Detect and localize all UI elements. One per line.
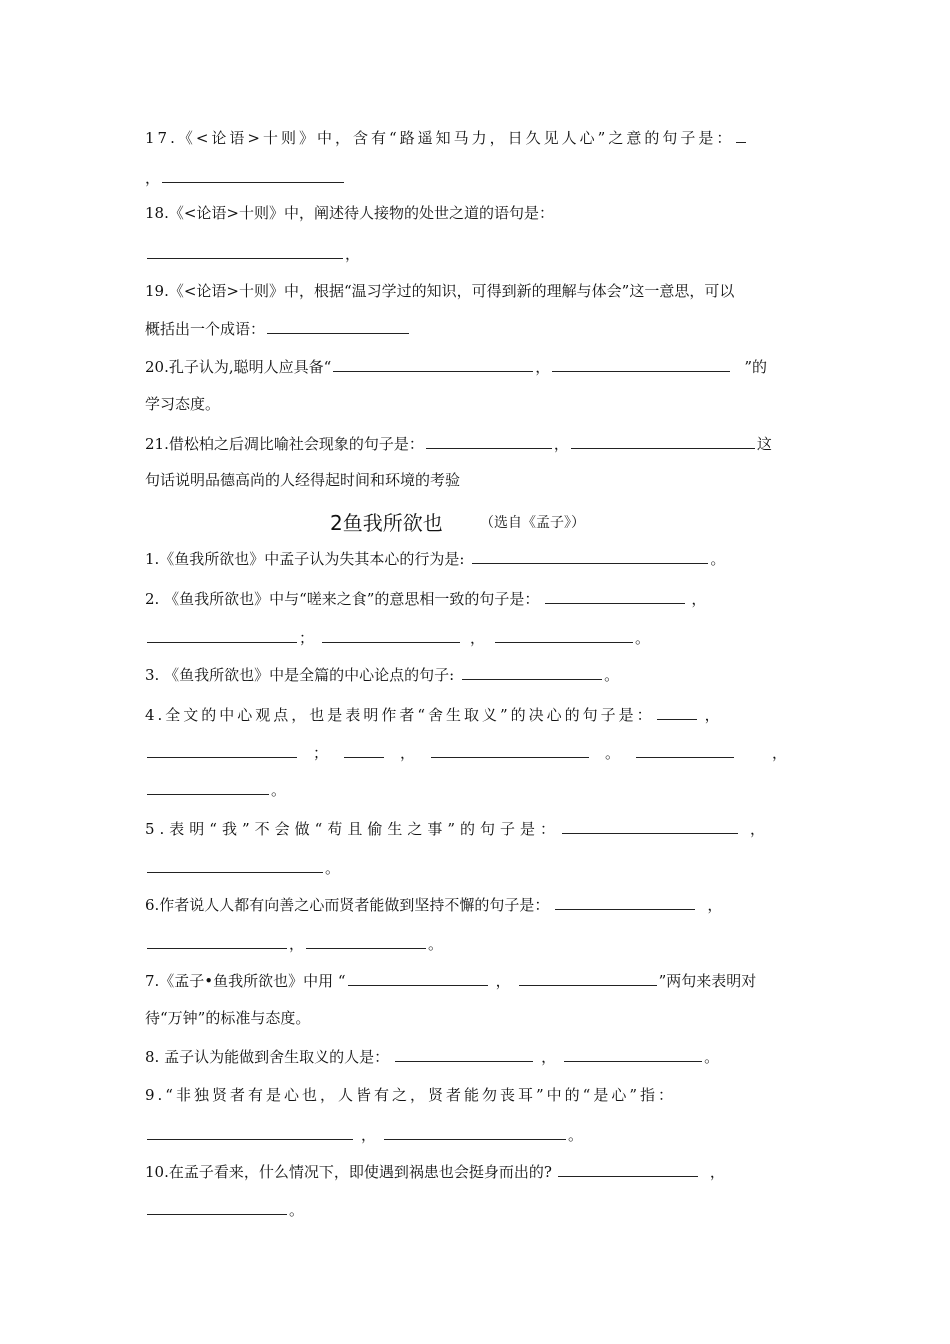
s2-q4-comma-2: ， — [400, 744, 416, 762]
s2-q10-line2 — [145, 1198, 304, 1221]
s2-q4-semi: ； — [313, 744, 329, 762]
q20-line2 — [145, 393, 220, 415]
q17-blank-1[interactable] — [736, 126, 746, 143]
s2-q2-blank-1[interactable] — [545, 587, 685, 604]
s2-q9-sep: ， — [361, 1126, 377, 1144]
s2-q2-blank-2[interactable] — [147, 626, 297, 643]
q19-line1-text: 19.《<论语>十则》中，根据“温习学过的知识，可得到新的理解与体会”这一意思，可以 — [145, 282, 735, 300]
s2-q6-line2 — [145, 932, 443, 955]
s2-q2-line1 — [145, 587, 706, 610]
q17-text: 17.《<论语>十则》中，含有“路遥知马力，日久见人心”之意的句子是： — [145, 129, 735, 147]
s2-q2-text: 2. 《鱼我所欲也》中与“嗟来之食”的意思相一致的句子是： — [145, 590, 540, 608]
s2-q10-blank-1[interactable] — [558, 1160, 698, 1177]
s2-q10-line1 — [145, 1160, 725, 1183]
s2-q1-text: 1.《鱼我所欲也》中孟子认为失其本心的行为是: — [145, 550, 465, 568]
q20-line1 — [145, 355, 767, 378]
s2-q6-text: 6.作者说人人都有向善之心而贤者能做到坚持不懈的句子是： — [145, 896, 550, 914]
q17-comma: ， — [145, 169, 161, 187]
s2-q4-blank-1[interactable] — [657, 703, 697, 720]
q19-line2-text: 概括出一个成语： — [145, 320, 266, 338]
s2-q5-comma: ， — [750, 820, 771, 838]
s2-q4-comma: ， — [704, 706, 723, 724]
s2-q7-blank-1[interactable] — [348, 969, 488, 986]
s2-q7-text-a: 7.《孟子•鱼我所欲也》中用 “ — [145, 972, 346, 990]
s2-q4-end: 。 — [271, 781, 287, 799]
s2-q10-text: 10.在孟子看来，什么情况下，即使遇到祸患也会挺身而出的? — [145, 1163, 552, 1181]
q21-line2 — [145, 469, 460, 491]
s2-q7-line1 — [145, 969, 756, 992]
s2-q5-blank-1[interactable] — [562, 817, 738, 834]
section-title: 2鱼我所欲也 — [330, 511, 443, 535]
q21-blank-2[interactable] — [571, 432, 755, 449]
s2-q3-end: 。 — [604, 666, 620, 684]
s2-q4-period: 。 — [605, 744, 621, 762]
q17-line2 — [145, 166, 346, 189]
s2-q7-line2-text: 待“万钟”的标准与态度。 — [145, 1009, 311, 1027]
s2-q2-semi: ； — [299, 629, 315, 647]
s2-q9-blank-2[interactable] — [384, 1123, 566, 1140]
s2-q4-comma-3: ， — [772, 744, 788, 762]
q18-comma: ， — [345, 245, 361, 263]
s2-q7-text-b: ”两句来表明对 — [658, 972, 757, 990]
q20-sep: ， — [535, 358, 551, 376]
q18-line2 — [145, 242, 360, 265]
q18-line1 — [145, 202, 554, 224]
q18-text: 18.《<论语>十则》中，阐述待人接物的处世之道的语句是： — [145, 204, 554, 222]
s2-q6-comma-2: ， — [289, 935, 305, 953]
s2-q7-blank-2[interactable] — [519, 969, 657, 986]
s2-q5-end: 。 — [325, 859, 341, 877]
q21-sep: ， — [553, 435, 569, 453]
s2-q2-line2 — [145, 626, 650, 649]
s2-q1-blank[interactable] — [472, 547, 708, 564]
s2-q3-text: 3. 《鱼我所欲也》中是全篇的中心论点的句子: — [145, 666, 455, 684]
s2-q4-line3 — [145, 778, 286, 801]
s2-q2-blank-4[interactable] — [495, 626, 633, 643]
s2-q2-comma-1: ， — [691, 590, 707, 608]
s2-q4-text: 4.全文的中心观点，也是表明作者“舍生取义”的决心的句子是： — [145, 706, 655, 724]
s2-q4-blank-5[interactable] — [636, 741, 734, 758]
s2-q4-blank-3[interactable] — [344, 741, 384, 758]
s2-q6-blank-2[interactable] — [147, 932, 287, 949]
s2-q6-line1 — [145, 893, 722, 916]
s2-q6-blank-1[interactable] — [555, 893, 695, 910]
q21-text-a: 21.借松柏之后凋比喻社会现象的句子是： — [145, 435, 424, 453]
q19-line2 — [145, 317, 411, 340]
q20-text-a: 20.孔子认为,聪明人应具备“ — [145, 358, 332, 376]
q20-line2-text: 学习态度。 — [145, 395, 221, 413]
s2-q5-blank-2[interactable] — [147, 856, 323, 873]
q17-line1 — [145, 126, 748, 149]
q17-blank-2[interactable] — [162, 166, 344, 183]
s2-q9-text: 9.“非独贤者有是心也，人皆有之，贤者能勿丧耳”中的“是心”指： — [145, 1086, 676, 1104]
s2-q3-blank[interactable] — [462, 663, 602, 680]
q19-line1 — [145, 280, 734, 302]
s2-q6-comma: ， — [707, 896, 723, 914]
s2-q2-end: 。 — [635, 629, 651, 647]
s2-q4-line1 — [145, 703, 723, 726]
q21-line2-text: 句话说明品德高尚的人经得起时间和环境的考验 — [145, 471, 461, 489]
s2-q8-blank-2[interactable] — [564, 1045, 702, 1062]
s2-q7-sep: ， — [495, 972, 511, 990]
q21-blank-1[interactable] — [426, 432, 552, 449]
s2-q1-end: 。 — [710, 550, 726, 568]
s2-q9-end: 。 — [568, 1126, 584, 1144]
s2-q8-text: 8. 孟子认为能做到舍生取义的人是： — [145, 1048, 390, 1066]
s2-q5-text: 5.表明“我”不会做“苟且偷生之事”的句子是： — [145, 820, 560, 838]
s2-q4-blank-2[interactable] — [147, 741, 297, 758]
q19-blank[interactable] — [267, 317, 409, 334]
s2-q6-end: 。 — [428, 935, 444, 953]
q21-text-b: 这 — [756, 435, 772, 453]
s2-q6-blank-3[interactable] — [306, 932, 426, 949]
q20-blank-2[interactable] — [552, 355, 730, 372]
s2-q9-line1 — [145, 1084, 676, 1106]
s2-q4-blank-6[interactable] — [147, 778, 269, 795]
s2-q8-line — [145, 1045, 719, 1068]
q18-blank[interactable] — [147, 242, 343, 259]
s2-q9-blank-1[interactable] — [147, 1123, 353, 1140]
s2-q2-blank-3[interactable] — [322, 626, 460, 643]
s2-q4-blank-4[interactable] — [431, 741, 589, 758]
q21-line1 — [145, 432, 772, 455]
q20-text-b: ”的 — [744, 358, 767, 376]
s2-q3-line — [145, 663, 619, 686]
s2-q4-line2 — [145, 741, 787, 764]
s2-q8-end: 。 — [704, 1048, 720, 1066]
q20-blank-1[interactable] — [333, 355, 533, 372]
s2-q10-comma: ， — [709, 1163, 725, 1181]
s2-q8-blank-1[interactable] — [395, 1045, 533, 1062]
s2-q7-line2 — [145, 1007, 310, 1029]
s2-q10-end: 。 — [289, 1201, 305, 1219]
s2-q2-comma-2: ， — [470, 629, 486, 647]
s2-q5-line2 — [145, 856, 340, 879]
s2-q1-line — [145, 547, 725, 570]
s2-q5-line1 — [145, 817, 770, 840]
s2-q10-blank-2[interactable] — [147, 1198, 287, 1215]
section-subtitle: （选自《孟子》） — [480, 515, 585, 531]
s2-q9-line2 — [145, 1123, 583, 1146]
s2-q8-sep: ， — [541, 1048, 557, 1066]
